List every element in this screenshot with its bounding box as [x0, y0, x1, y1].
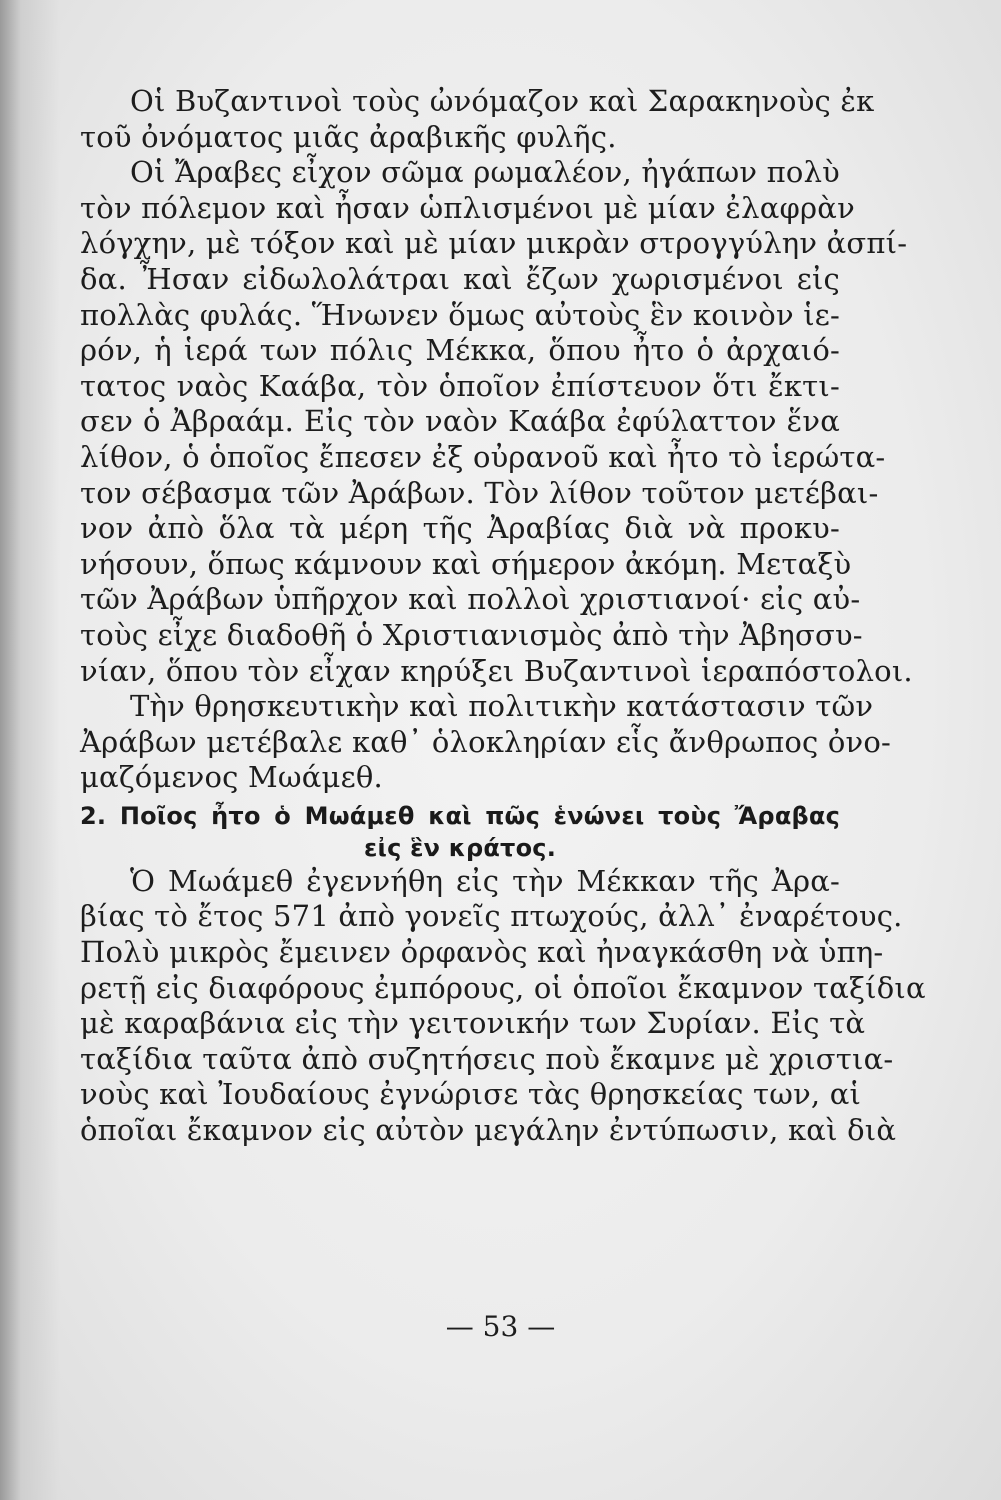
- section-heading-line-2: εἰς ἓν κράτος.: [363, 833, 557, 862]
- text-line: μαζόμενος Μωάμεθ.: [80, 760, 383, 795]
- text-line: ὁποῖαι ἔκαμνον εἰς αὐτὸν μεγάλην ἐντύπωσιν, καὶ διὰ: [80, 1113, 897, 1148]
- text-line: Ὁ Μωάμεθ ἐγεννήθη εἰς τὴν Μέκκαν τῆς Ἀρα-: [130, 863, 840, 898]
- text-line: Πολὺ μικρὸς ἔμεινεν ὀρφανὸς καὶ ἠναγκάσθη νὰ ὑπη-: [80, 935, 884, 970]
- page-number: — 53 —: [445, 1310, 556, 1343]
- text-line: ρόν, ἡ ἱερά των πόλις Μέκκα, ὅπου ἦτο ὁ ἀρχαιό-: [80, 333, 840, 368]
- body-text: [80, 84, 926, 1149]
- text-line: τατος ναὸς Καάβα, τὸν ὁποῖον ἐπίστευον ὅτι ἔκτι-: [80, 368, 840, 403]
- section-heading-line-1: 2. Ποῖος ἦτο ὁ Μωάμεθ καὶ πῶς ἑνώνει τοὺς Ἄραβας: [80, 801, 840, 830]
- text-line: λίθον, ὁ ὁποῖος ἔπεσεν ἐξ οὐρανοῦ καὶ ἦτο τὸ ἱερώτα-: [80, 439, 886, 474]
- text-line: τοὺς εἶχε διαδοθῆ ὁ Χριστιανισμὸς ἀπὸ τὴν Ἀβησσυ-: [80, 617, 863, 652]
- text-line: ταξίδια ταῦτα ἀπὸ συζητήσεις ποὺ ἔκαμνε μὲ χριστια-: [80, 1041, 894, 1076]
- text-line: πολλὰς φυλάς. Ἥνωνεν ὅμως αὐτοὺς ἓν κοινὸν ἱε-: [80, 297, 840, 332]
- text-line: δα. Ἦσαν εἰδωλολάτραι καὶ ἔζων χωρισμένοι εἰς: [80, 261, 840, 296]
- text-line: λόγχην, μὲ τόξον καὶ μὲ μίαν μικρὰν στρογγύλην ἀσπί-: [80, 226, 908, 261]
- text-line: σεν ὁ Ἀβραάμ. Εἰς τὸν ναὸν Καάβα ἐφύλαττον ἕνα: [80, 404, 840, 439]
- text-line: τοῦ ὀνόματος μιᾶς ἀραβικῆς φυλῆς.: [80, 119, 617, 154]
- section-heading: [80, 800, 840, 864]
- paragraph-2: [80, 155, 913, 689]
- text-line: νοὺς καὶ Ἰουδαίους ἐγνώρισε τὰς θρησκείας των, αἱ: [80, 1077, 862, 1112]
- page-edge-shadow: [0, 0, 60, 1500]
- text-line: Οἱ Βυζαντινοὶ τοὺς ὠνόμαζον καὶ Σαρακηνοὺς ἐκ: [130, 84, 875, 118]
- text-line: νον ἀπὸ ὅλα τὰ μέρη τῆς Ἀραβίας διὰ νὰ προκυ-: [80, 511, 840, 546]
- text-line: τῶν Ἀράβων ὑπῆρχον καὶ πολλοὶ χριστιανοί· εἰς αὐ-: [80, 582, 861, 617]
- text-line: νήσουν, ὅπως κάμνουν καὶ σήμερον ἀκόμη. Μεταξὺ: [80, 546, 852, 581]
- text-line: βίας τὸ ἔτος 571 ἀπὸ γονεῖς πτωχούς, ἀλλ᾽ ἐναρέτους.: [80, 899, 903, 934]
- text-line: τὸν πόλεμον καὶ ἦσαν ὡπλισμένοι μὲ μίαν ἐλαφρὰν: [80, 190, 855, 225]
- text-line: νίαν, ὅπου τὸν εἶχαν κηρύξει Βυζαντινοὶ ἱεραπόστολοι.: [80, 653, 913, 688]
- text-line: Οἱ Ἄραβες εἶχον σῶμα ρωμαλέον, ἠγάπων πολὺ: [130, 155, 840, 190]
- paragraph-3: [80, 689, 892, 796]
- text-line: Ἀράβων μετέβαλε καθ᾽ ὁλοκληρίαν εἷς ἄνθρωπος ὀνο-: [80, 724, 892, 759]
- text-line: τον σέβασμα τῶν Ἀράβων. Τὸν λίθον τοῦτον μετέβαι-: [80, 475, 879, 510]
- paragraph-4: [80, 863, 926, 1149]
- text-line: ρετῇ εἰς διαφόρους ἐμπόρους, οἱ ὁποῖοι ἔκαμνον ταξίδια: [80, 970, 926, 1005]
- text-line: Τὴν θρησκευτικὴν καὶ πολιτικὴν κατάστασιν τῶν: [130, 689, 874, 724]
- paragraph-1: [80, 84, 875, 155]
- text-line: μὲ καραβάνια εἰς τὴν γειτονικήν των Συρίαν. Εἰς τὰ: [80, 1006, 866, 1041]
